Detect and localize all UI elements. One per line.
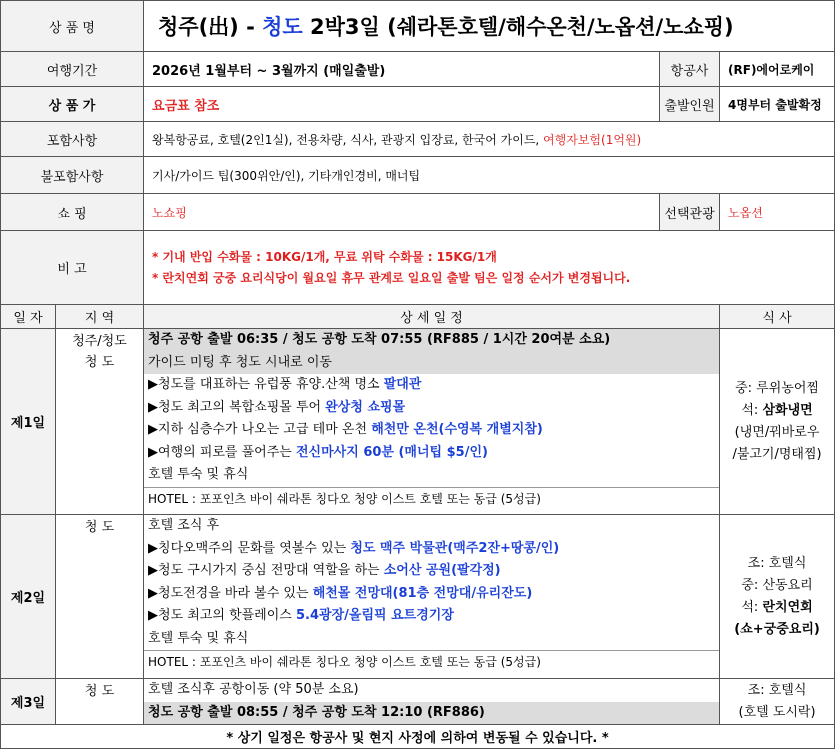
item-text: ▶청도 최고의 핫플레이스 [148,608,296,623]
day-2-meal-lunch: 중: 산동요리 [741,577,813,593]
airline-value: (RF)에어로케이 [720,52,835,87]
day-3-breakfast: 호텔 조식후 공항이동 (약 50분 소요) [148,682,359,697]
row-shopping [1,194,835,231]
row-price [1,87,835,122]
day-1-region-2: 청 도 [84,355,115,370]
day-2-region-1: 청 도 [84,520,115,535]
note-baggage: * 기내 반입 수화물 : 10KG/1개, 무료 위탁 수화물 : 15KG/1개 [152,249,497,264]
day-2-item-3 [144,583,719,606]
header-day: 일 자 [1,305,56,329]
day-2-region [56,515,144,679]
day-1-region [56,329,144,515]
item-text: ▶청도전경을 바라 볼수 있는 [148,585,313,601]
shopping-value: 노쇼핑 [144,194,660,231]
day-1-meals [720,329,835,515]
day-3-meal-note: (호텔 도시락) [738,704,816,720]
day-3-label: 제3일 [1,679,56,725]
meal-restaurant: 란치연회 [762,599,813,615]
item-highlight: 팔대관 [383,377,422,392]
title-rest: 2박3일 (쉐라톤호텔/해수온천/노옵션/노쇼핑) [302,15,734,39]
day-1-meal-note-1: (냉면/꿔바로우 [734,424,820,440]
day-3-meals [720,679,835,725]
notes-label: 비 고 [1,231,144,305]
included-insurance: 여행자보험(1억원) [543,132,642,147]
day-3-detail [144,679,720,725]
included-label: 포함사항 [1,122,144,157]
title-city: 청도 [262,15,303,39]
day-3-row [1,679,835,725]
item-text: ▶지하 심층수가 나오는 고급 테마 온천 [148,422,372,437]
excluded-label: 불포함사항 [1,157,144,194]
excluded-value: 기사/가이드 팁(300위안/인), 기타개인경비, 매너팁 [144,157,835,194]
day-3-region [56,679,144,725]
itinerary-header-row [1,305,835,329]
day-2-meals [720,515,835,679]
day-2-item-2 [144,560,719,583]
day-1-hotel: HOTEL : 포포인츠 바이 쉐라톤 칭다오 청양 이스트 호텔 또는 동급 (5성급) [144,487,719,511]
row-excluded [1,157,835,194]
day-2-detail [144,515,720,679]
period-label: 여행기간 [1,52,144,87]
day-1-region-1: 청주/청도 [72,334,127,349]
item-highlight: 소어산 공원(팔각정) [383,563,501,578]
day-1-guide: 가이드 미팅 후 청도 시내로 이동 [144,352,719,375]
day-2-rest: 호텔 투숙 및 휴식 [148,630,249,646]
meal-prefix: 석: [741,599,763,615]
day-2-hotel: HOTEL : 포포인츠 바이 쉐라톤 칭다오 청양 이스트 호텔 또는 동급 (5성급) [144,650,719,674]
day-3-region-1: 청 도 [84,684,115,699]
day-1-detail [144,329,720,515]
item-text: ▶여행의 피로를 풀어주는 [148,444,296,460]
item-text: ▶청도 최고의 복합쇼핑몰 투어 [148,399,326,415]
price-label: 상 품 가 [1,87,144,122]
airline-label: 항공사 [660,52,720,87]
meal-prefix: 석: [741,402,763,418]
day-2-meal-note: (쇼+궁중요리) [734,621,820,637]
row-product-name [1,1,835,52]
footer-note: * 상기 일정은 항공사 및 현지 사정에 의하여 변동될 수 있습니다. * [1,725,835,749]
day-2-breakfast: 호텔 조식 후 [148,518,220,533]
day-1-rest: 호텔 투숙 및 휴식 [148,467,249,482]
row-period [1,52,835,87]
shopping-label: 쇼 핑 [1,194,144,231]
item-text: ▶칭다오맥주의 문화를 엿볼수 있는 [148,540,351,556]
footer-row [1,725,835,749]
item-highlight: 해천만 온천(수영복 개별지참) [371,422,543,437]
day-1-item-2 [144,397,719,420]
day-1-item-1 [144,374,719,397]
product-title [144,1,835,52]
title-prefix: 청주(出) - [158,15,263,39]
product-name-label: 상 품 명 [1,1,144,52]
notes-value [144,231,835,305]
day-1-item-4 [144,442,719,465]
row-included [1,122,835,157]
header-meals: 식 사 [720,305,835,329]
day-3-flight: 청도 공항 출발 08:55 / 청주 공항 도착 12:10 (RF886) [144,702,719,725]
day-2-meal-breakfast: 조: 호텔식 [747,555,807,571]
header-region: 지 역 [56,305,144,329]
day-1-meal-dinner [720,400,834,422]
item-text: ▶청도를 대표하는 유럽풍 휴양.산책 명소 [148,377,384,392]
row-notes [1,231,835,305]
header-detail: 상 세 일 정 [144,305,720,329]
day-1-label: 제1일 [1,329,56,515]
item-highlight: 해천몰 전망대(81층 전망대/유리잔도) [312,585,533,601]
item-highlight: 청도 맥주 박물관(맥주2잔+땅콩/인) [350,540,560,556]
option-value: 노옵션 [720,194,835,231]
departure-value: 4명부터 출발확정 [720,87,835,122]
item-highlight: 전신마사지 60분 (매너팁 $5/인) [296,444,488,460]
item-highlight: 5.4광장/올림픽 요트경기장 [296,608,454,623]
period-value: 2026년 1월부터 ~ 3월까지 (매일출발) [144,52,660,87]
day-2-meal-dinner [720,597,834,619]
departure-label: 출발인원 [660,87,720,122]
option-label: 선택관광 [660,194,720,231]
day-1-row [1,329,835,515]
day-2-item-1 [144,538,719,561]
price-value: 요금표 참조 [144,87,660,122]
included-value [144,122,835,157]
meal-restaurant: 삼화냉면 [762,402,813,418]
day-1-meal-note-2: /불고기/명태찜) [732,446,822,462]
item-text: ▶청도 구시가지 중심 전망대 역할을 하는 [148,563,384,578]
day-2-label: 제2일 [1,515,56,679]
note-schedule-change: * 란치연회 궁중 요리식당이 월요일 휴무 관계로 일요일 출발 팀은 일정 순서가 변경됩니다. [152,270,631,285]
day-2-item-4 [144,605,719,628]
day-1-item-3 [144,419,719,442]
item-highlight: 완상청 쇼핑몰 [325,399,406,415]
day-1-meal-lunch: 중: 루위농어찜 [735,380,819,396]
day-3-meal-breakfast: 조: 호텔식 [747,682,807,698]
included-text: 왕복항공료, 호텔(2인1실), 전용차량, 식사, 관광지 입장료, 한국어 가이드, [152,132,544,147]
day-2-row [1,515,835,679]
day-1-flight: 청주 공항 출발 06:35 / 청도 공항 도착 07:55 (RF885 / 1시간 20여분 소요) [144,329,719,352]
